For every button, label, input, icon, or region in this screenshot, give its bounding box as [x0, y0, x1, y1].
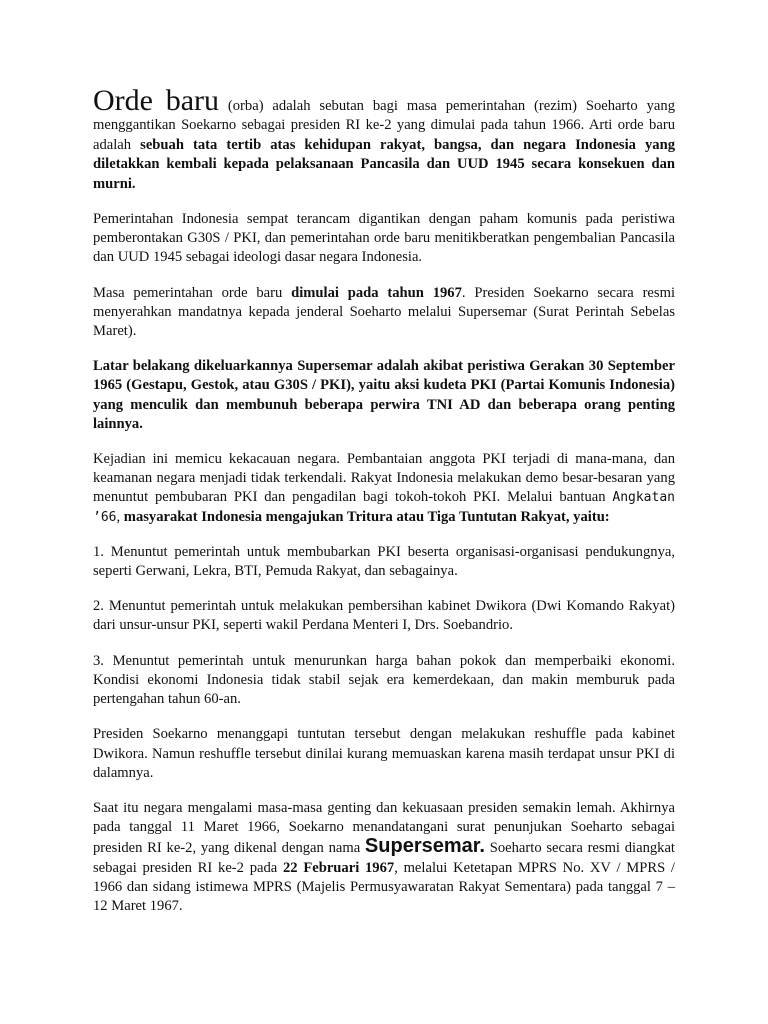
- list-item: [93, 543, 675, 581]
- paragraph-text: Masa pemerintahan orde baru: [93, 284, 292, 301]
- bold-text: dimulai pada tahun 1967: [291, 284, 462, 301]
- list-item-text: 3. Menuntut pemerintah untuk menurunkan harga bahan pokok dan memperbaiki ekonomi. Kondisi ekonomi Indonesia tidak stabil sejak era kemerdekaan, dan makin memburuk pada pertengahan tahun 60-an.: [93, 652, 675, 708]
- paragraph-supersemar: [93, 799, 675, 916]
- supersemar-text: Supersemar.: [364, 835, 485, 858]
- paragraph-pemerintahan: [93, 210, 675, 268]
- paragraph-text: Saat itu negara mengalami masa-masa genting dan kekuasaan presiden semakin lemah. Akhirnya pada tanggal 11 Maret 1966, Soekarno menandatangani surat penunjukan Soeharto sebagai presiden RI ke-2, yang dikenal dengan nama: [93, 799, 675, 857]
- paragraph-text: Pemerintahan Indonesia sempat terancam digantikan dengan paham komunis pada peristiwa pemberontakan G30S / PKI, dan pemerintahan orde baru menitikberatkan pengembalian Pancasila dan UUD 1945 sebagai ideologi dasar negara Indonesia.: [93, 211, 675, 266]
- list-item: [93, 652, 675, 710]
- paragraph-text: ,: [116, 508, 124, 525]
- bold-text: masyarakat Indonesia mengajukan Tritura atau Tiga Tuntutan Rakyat, yaitu:: [123, 508, 610, 525]
- intro-text: (orba) adalah sebutan bagi masa pemerintahan (rezim) Soeharto yang menggantikan Soekarno sebagai presiden RI ke-2 yang dimulai pada tahun 1966. Arti orde baru adalah: [93, 98, 675, 153]
- paragraph-reshuffle: [93, 725, 675, 783]
- paragraph-intro: [93, 86, 675, 194]
- angkatan-text: Angkatan ’66: [93, 490, 675, 525]
- paragraph-latar-belakang: [93, 357, 675, 434]
- document-title: Orde baru: [93, 84, 220, 117]
- intro-bold-text: sebuah tata tertib atas kehidupan rakyat, bangsa, dan negara Indonesia yang diletakkan kembali kepada pelaksanaan Pancasila dan UUD 1945 secara konsekuen dan murni.: [93, 136, 675, 192]
- paragraph-kejadian: [93, 450, 675, 527]
- paragraph-text: Presiden Soekarno menanggapi tuntutan tersebut dengan melakukan reshuffle pada kabinet Dwikora. Namun reshuffle tersebut dinilai kurang memuaskan karena masih terdapat unsur PKI di dalamnya.: [93, 726, 675, 781]
- bold-text: 22 Februari 1967: [282, 859, 395, 876]
- paragraph-text: Kejadian ini memicu kekacauan negara. Pembantaian anggota PKI terjadi di mana-mana, dan keamanan negara menjadi tidak terkendali. Rakyat Indonesia melakukan demo besar-besaran yang menuntut pembubaran PKI dan pengadilan bagi tokoh-tokoh PKI. Melalui bantuan: [93, 451, 675, 506]
- list-item: [93, 597, 675, 635]
- bold-text: Latar belakang dikeluarkannya Supersemar adalah akibat peristiwa Gerakan 30 September 1965 (Gestapu, Gestok, atau G30S / PKI), yaitu aksi kudeta PKI (Partai Komunis Indonesia) yang menculik dan membunuh beberapa perwira TNI AD dan beberapa orang penting lainnya.: [93, 358, 675, 432]
- paragraph-text: , melalui Ketetapan MPRS No. XV / MPRS / 1966 dan sidang istimewa MPRS (Majelis Permusyawaratan Rakyat Sementara) pada tanggal 7 – 12 Maret 1967.: [93, 859, 675, 914]
- list-item-text: 1. Menuntut pemerintah untuk membubarkan PKI beserta organisasi-organisasi pendukungnya, seperti Gerwani, Lekra, BTI, Pemuda Rakyat, dan sebagainya.: [93, 543, 675, 580]
- document-page: [93, 86, 675, 932]
- paragraph-text: . Presiden Soekarno secara resmi menyerahkan mandatnya kepada jenderal Soeharto melalui Supersemar (Surat Perintah Sebelas Maret).: [93, 284, 675, 340]
- paragraph-text: Soeharto secara resmi diangkat sebagai presiden RI ke-2 pada: [93, 840, 675, 876]
- paragraph-masa: [93, 284, 675, 342]
- list-item-text: 2. Menuntut pemerintah untuk melakukan pembersihan kabinet Dwikora (Dwi Komando Rakyat) dari unsur-unsur PKI, seperti wakil Perdana Menteri I, Drs. Soebandrio.: [93, 598, 675, 634]
